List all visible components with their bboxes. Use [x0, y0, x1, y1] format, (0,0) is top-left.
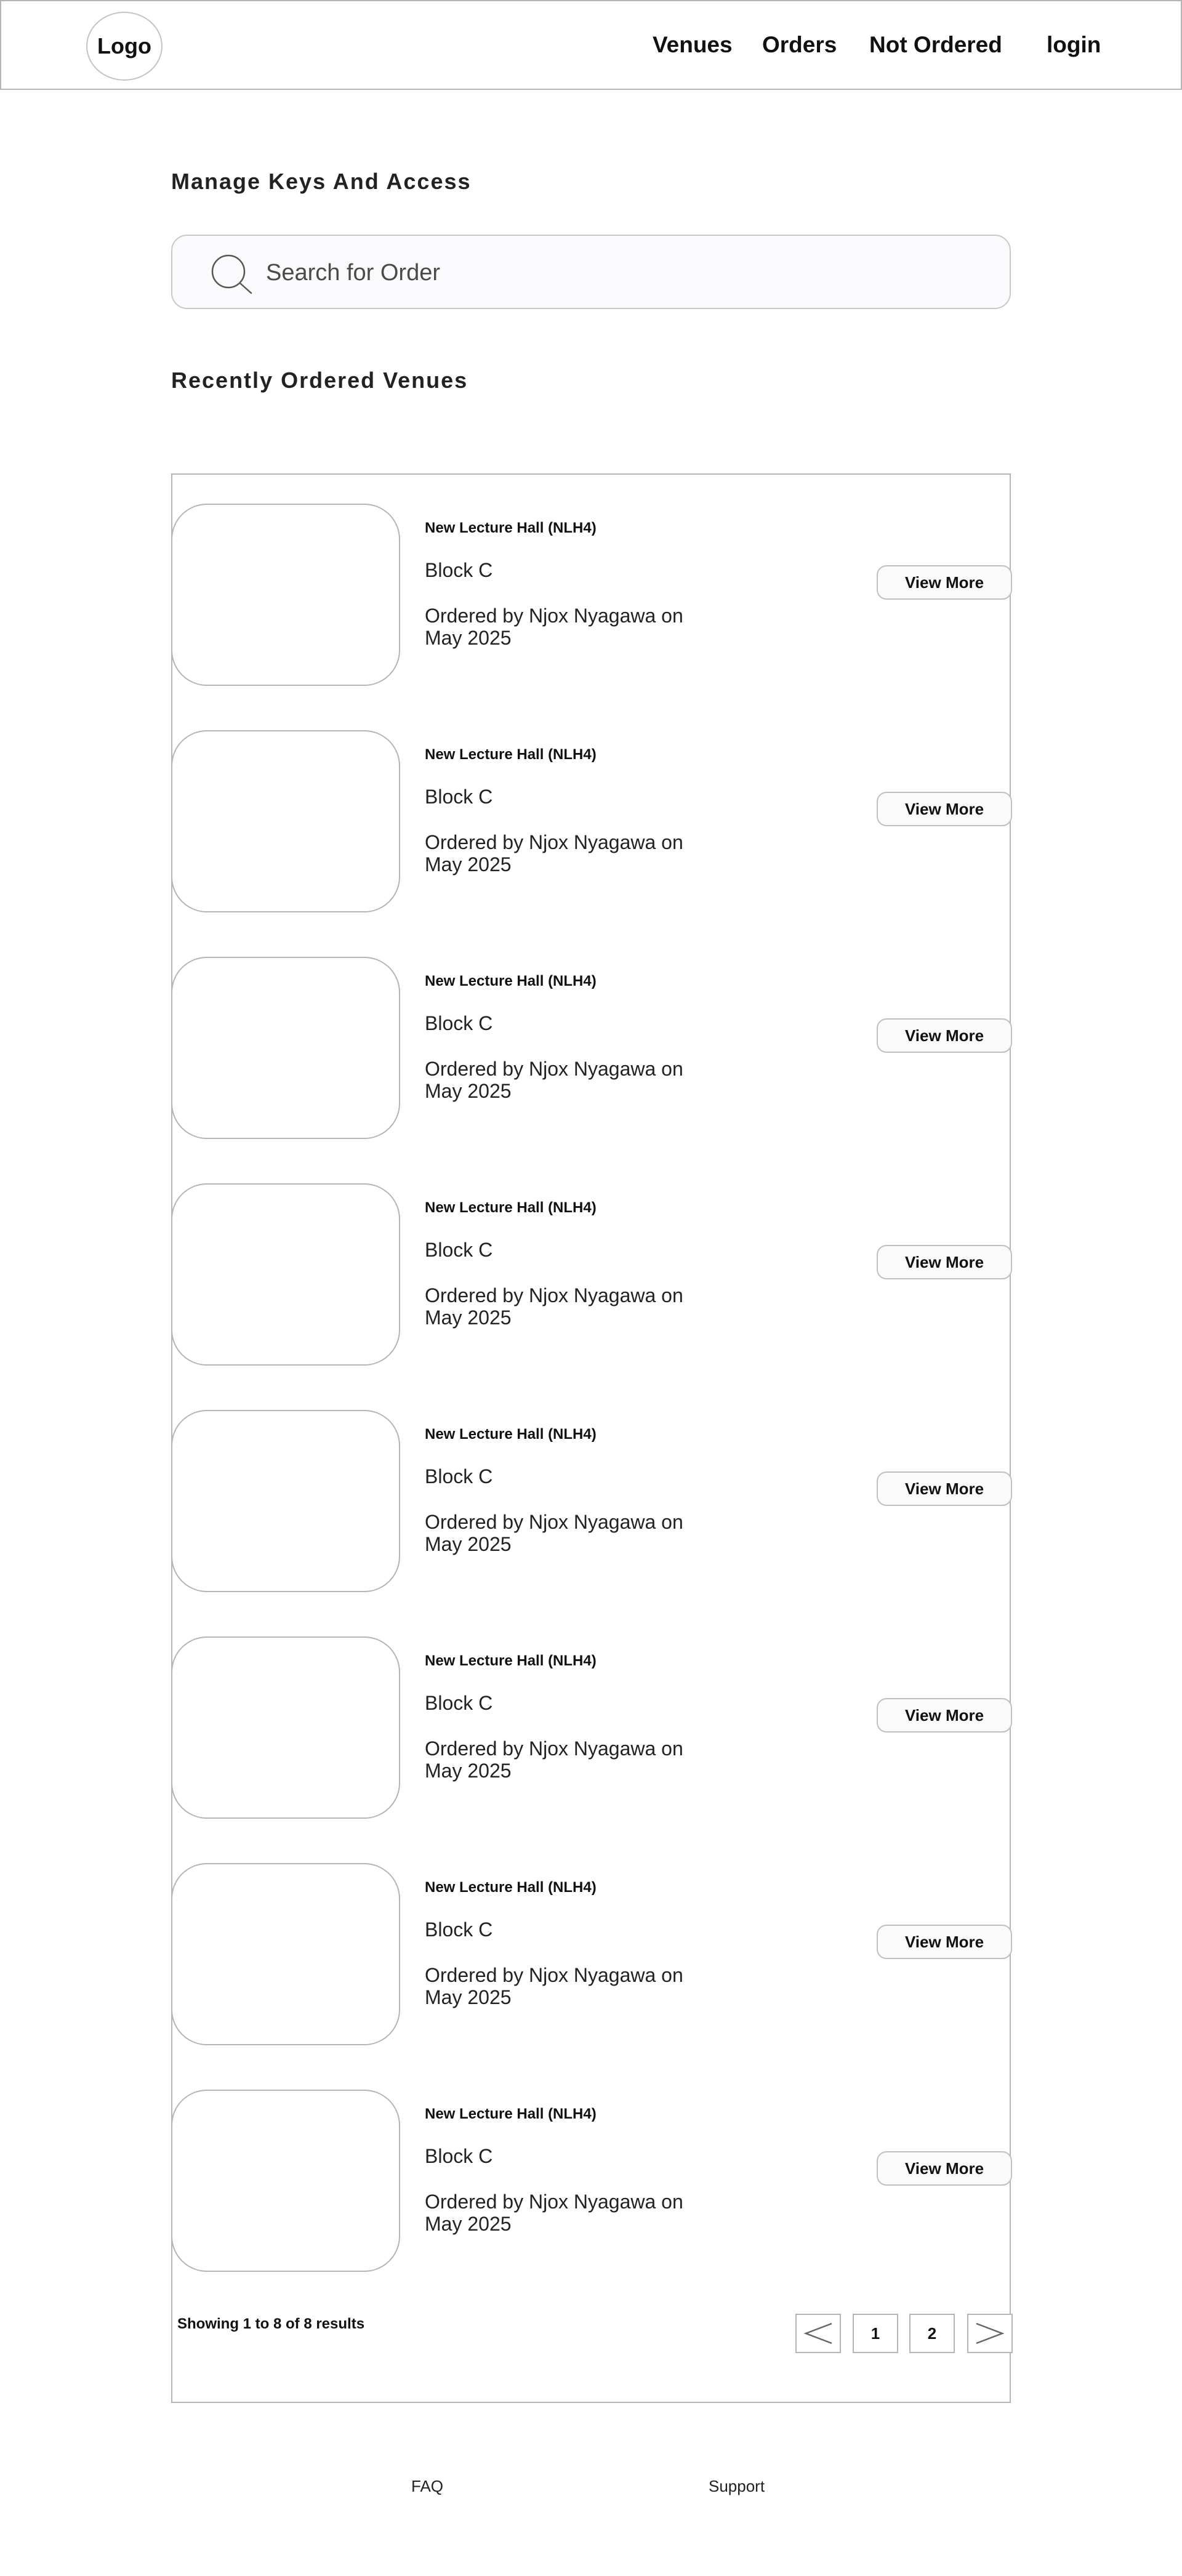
venue-image-placeholder — [171, 1863, 400, 2045]
venue-card — [172, 957, 1012, 1139]
recent-venues-title: Recently Ordered Venues — [171, 368, 468, 393]
venue-image-placeholder — [171, 1636, 400, 1819]
venue-block: Block C — [425, 2145, 493, 2167]
venue-image-placeholder — [171, 730, 400, 912]
results-summary: Showing 1 to 8 of 8 results — [177, 2316, 365, 2332]
nav-login[interactable]: login — [1047, 32, 1101, 57]
venue-image-placeholder — [171, 1183, 400, 1366]
view-more-button[interactable]: View More — [877, 1698, 1012, 1733]
search-icon — [211, 254, 254, 295]
venue-image-placeholder — [171, 2090, 400, 2272]
page-2-button[interactable]: 2 — [909, 2314, 955, 2353]
venue-block: Block C — [425, 1012, 493, 1034]
view-more-button[interactable]: View More — [877, 792, 1012, 826]
venue-name: New Lecture Hall (NLH4) — [425, 1199, 597, 1216]
venue-name: New Lecture Hall (NLH4) — [425, 1879, 597, 1896]
venue-ordered-by: Ordered by Njox Nyagawa on May 2025 — [425, 1964, 683, 2008]
prev-page-button[interactable] — [795, 2314, 841, 2353]
venue-name: New Lecture Hall (NLH4) — [425, 973, 597, 989]
venue-ordered-by: Ordered by Njox Nyagawa on May 2025 — [425, 831, 683, 875]
view-more-button[interactable]: View More — [877, 1245, 1012, 1279]
nav-not-ordered[interactable]: Not Ordered — [869, 32, 1002, 57]
venue-name: New Lecture Hall (NLH4) — [425, 746, 597, 763]
venue-image-placeholder — [171, 957, 400, 1139]
venue-block: Block C — [425, 1465, 493, 1487]
page-1-button[interactable]: 1 — [853, 2314, 898, 2353]
venue-card — [172, 730, 1012, 912]
logo[interactable]: Logo — [86, 12, 163, 81]
venue-block: Block C — [425, 1239, 493, 1261]
nav-orders[interactable]: Orders — [762, 32, 837, 57]
venue-ordered-by: Ordered by Njox Nyagawa on May 2025 — [425, 605, 683, 649]
venue-card — [172, 1636, 1012, 1819]
venue-ordered-by: Ordered by Njox Nyagawa on May 2025 — [425, 1737, 683, 1782]
venue-ordered-by: Ordered by Njox Nyagawa on May 2025 — [425, 1284, 683, 1329]
venue-block: Block C — [425, 1692, 493, 1714]
venue-card — [172, 1183, 1012, 1366]
venue-block: Block C — [425, 1918, 493, 1941]
venue-card — [172, 1863, 1012, 2045]
venue-block: Block C — [425, 786, 493, 808]
page-title: Manage Keys And Access — [171, 169, 472, 194]
next-page-button[interactable] — [967, 2314, 1013, 2353]
venue-card — [172, 504, 1012, 686]
venue-ordered-by: Ordered by Njox Nyagawa on May 2025 — [425, 1058, 683, 1102]
view-more-button[interactable]: View More — [877, 1018, 1012, 1053]
venue-image-placeholder — [171, 504, 400, 686]
nav-venues[interactable]: Venues — [653, 32, 733, 57]
venue-card — [172, 1410, 1012, 1592]
search-bar[interactable] — [171, 235, 1011, 309]
chevron-left-icon — [802, 2321, 834, 2346]
view-more-button[interactable]: View More — [877, 1925, 1012, 1959]
venue-card — [172, 2090, 1012, 2272]
venue-name: New Lecture Hall (NLH4) — [425, 2106, 597, 2122]
venue-name: New Lecture Hall (NLH4) — [425, 520, 597, 536]
venue-image-placeholder — [171, 1410, 400, 1592]
view-more-button[interactable]: View More — [877, 1471, 1012, 1506]
venue-name: New Lecture Hall (NLH4) — [425, 1426, 597, 1443]
venue-name: New Lecture Hall (NLH4) — [425, 1652, 597, 1669]
recent-venues-list — [171, 473, 1011, 2403]
navbar — [0, 0, 1182, 90]
chevron-right-icon — [974, 2321, 1006, 2346]
venue-ordered-by: Ordered by Njox Nyagawa on May 2025 — [425, 1511, 683, 1555]
view-more-button[interactable]: View More — [877, 2151, 1012, 2186]
view-more-button[interactable]: View More — [877, 565, 1012, 600]
footer-faq-link[interactable]: FAQ — [411, 2477, 444, 2495]
venue-block: Block C — [425, 559, 493, 581]
venue-ordered-by: Ordered by Njox Nyagawa on May 2025 — [425, 2191, 683, 2235]
footer-support-link[interactable]: Support — [709, 2477, 765, 2495]
search-input[interactable] — [266, 254, 974, 291]
